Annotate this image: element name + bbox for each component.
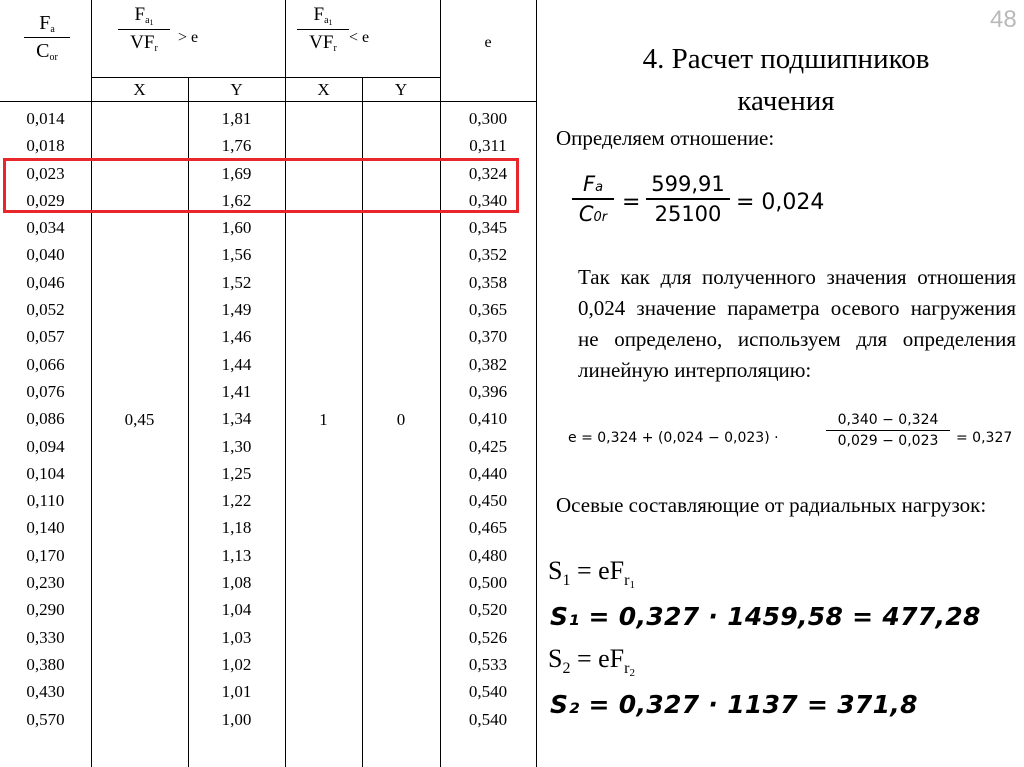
table-cell-e: 0,450 (468, 491, 508, 511)
table-cell-e: 0,358 (468, 272, 508, 292)
ratio-formula: Fa C0r = 599,91 25100 = 0,024 (572, 170, 872, 240)
table-divider (91, 77, 440, 78)
table-cell-ratio: 0,086 (26, 409, 65, 429)
table-cell-y: 1,03 (221, 627, 252, 647)
define-ratio-text: Определяем отношение: (556, 126, 775, 150)
table-cell-e: 0,465 (468, 518, 508, 538)
table-cell-y: 1,46 (221, 327, 252, 347)
explanation-paragraph: Так как для полученного значения отношения 0,024 значение параметра осевого нагружения не определено, используем для определения линейную интерполяцию: (578, 265, 1016, 382)
table-cell-e: 0,533 (468, 654, 508, 674)
header-cmp-lt: < e (349, 29, 370, 46)
table-cell-e: 0,365 (468, 300, 508, 320)
table-cell-y: 1,01 (221, 682, 252, 702)
slide-title (548, 38, 1024, 122)
table-divider (0, 101, 537, 102)
table-cell-e: 0,300 (468, 109, 508, 128)
table-cell-e: 0,480 (468, 545, 508, 565)
subheader-y2: Y (394, 80, 408, 99)
table-cell-ratio: 0,290 (26, 600, 65, 620)
table-divider (91, 0, 92, 767)
header-ratio-fa-cor: $F_a$ $C_{or}$ (18, 12, 76, 63)
table-cell-y: 1,81 (221, 109, 252, 128)
table-cell-y: 1,44 (221, 354, 252, 374)
table-cell-ratio: 0,104 (26, 463, 65, 483)
table-cell-e: 0,520 (468, 600, 508, 620)
table-cell-ratio: 0,430 (26, 682, 65, 702)
header-ratio-lt-e: $F_{a_1}$ $VF_r$ (297, 4, 349, 54)
table-cell-e: 0,352 (468, 245, 508, 265)
subheader-x1: X (133, 80, 146, 99)
table-cell-e: 0,500 (468, 573, 508, 593)
s1-calculation: S₁ = 0,327 · 1459,58 = 477,28 (550, 602, 981, 631)
table-cell-ratio: 0,570 (26, 709, 65, 729)
header-ratio-gt-e: $F_{a_1}$ $VF_r$ (118, 4, 170, 54)
title-line-2: качения (737, 85, 835, 117)
s2-calculation: S₂ = 0,327 · 1137 = 371,8 (550, 690, 918, 719)
table-cell-e: 0,382 (468, 354, 508, 374)
table-cell-e: 0,410 (468, 409, 508, 429)
x1-value: 0,45 (124, 410, 155, 429)
interpolation-formula: e = 0,324 + (0,024 − 0,023) · 0,340 − 0,324 0,029 − 0,023 = 0,327 (568, 412, 1013, 449)
x2-value: 1 (319, 410, 328, 429)
table-cell-ratio: 0,094 (26, 436, 65, 456)
table-cell-y: 1,56 (221, 245, 252, 265)
highlight-box (3, 158, 519, 213)
table-cell-ratio: 0,018 (26, 136, 65, 156)
table-cell-e: 0,540 (468, 709, 508, 729)
table-cell-ratio: 0,023 (26, 163, 65, 183)
table-cell-ratio: 0,014 (26, 109, 65, 128)
table-cell-y: 1,22 (221, 491, 252, 511)
table-cell-ratio: 0,076 (26, 381, 65, 401)
table-cell-y: 1,04 (221, 600, 252, 620)
s1-formula: $S_1 = eF_{r1}$ (548, 556, 635, 591)
table-cell-ratio: 0,034 (26, 218, 65, 238)
table-cell-y: 1,52 (221, 272, 252, 292)
table-cell-e: 0,345 (468, 218, 508, 238)
table-cell-ratio: 0,170 (26, 545, 65, 565)
y2-value: 0 (396, 410, 406, 429)
table-cell-y: 1,62 (221, 190, 252, 210)
table-cell-y: 1,13 (221, 545, 252, 565)
axial-text: Осевые составляющие от радиальных нагрузок: (556, 493, 987, 517)
table-cell-y: 1,49 (221, 300, 252, 320)
table-divider (536, 0, 537, 767)
table-cell-e: 0,425 (468, 436, 508, 456)
table-cell-ratio: 0,040 (26, 245, 65, 265)
table-cell-y: 1,41 (221, 381, 252, 401)
subheader-x2: X (317, 80, 330, 99)
table-cell-e: 0,311 (469, 136, 507, 156)
table-cell-y: 1,60 (221, 218, 252, 238)
table-cell-ratio: 0,140 (26, 518, 65, 538)
table-cell-ratio: 0,046 (26, 272, 65, 292)
table-divider (285, 0, 286, 767)
table-cell-y: 1,69 (221, 163, 252, 183)
table-cell-e: 0,540 (468, 682, 508, 702)
table-cell-y: 1,30 (221, 436, 252, 456)
page-number: 48 (990, 6, 1017, 33)
table-cell-e: 0,440 (468, 463, 508, 483)
table-cell-ratio: 0,380 (26, 654, 65, 674)
table-cell-y: 1,00 (221, 709, 252, 729)
table-cell-e: 0,396 (468, 381, 508, 401)
table-cell-ratio: 0,110 (26, 491, 65, 511)
table-cell-y: 1,25 (221, 463, 252, 483)
table-cell-y: 1,34 (221, 409, 252, 429)
table-cell-ratio: 0,066 (26, 354, 65, 374)
table-cell-e: 0,340 (468, 190, 508, 210)
table-cell-y: 1,18 (221, 518, 252, 538)
table-cell-e: 0,324 (468, 163, 508, 183)
subheader-y1: Y (230, 80, 243, 99)
header-e: e (484, 34, 492, 51)
table-cell-ratio: 0,230 (26, 573, 65, 593)
s2-formula: $S_2 = eF_{r2}$ (548, 644, 635, 679)
table-cell-e: 0,370 (468, 327, 508, 347)
table-cell-y: 1,02 (221, 654, 252, 674)
table-cell-y: 1,76 (221, 136, 252, 156)
table-cell-ratio: 0,330 (26, 627, 65, 647)
header-cmp-gt: > e (178, 29, 199, 46)
table-cell-ratio: 0,029 (26, 190, 65, 210)
title-line-1: 4. Расчет подшипников (642, 43, 930, 75)
table-cell-ratio: 0,057 (26, 327, 65, 347)
table-cell-y: 1,08 (221, 573, 252, 593)
table-cell-e: 0,526 (468, 627, 508, 647)
table-cell-ratio: 0,052 (26, 300, 65, 320)
